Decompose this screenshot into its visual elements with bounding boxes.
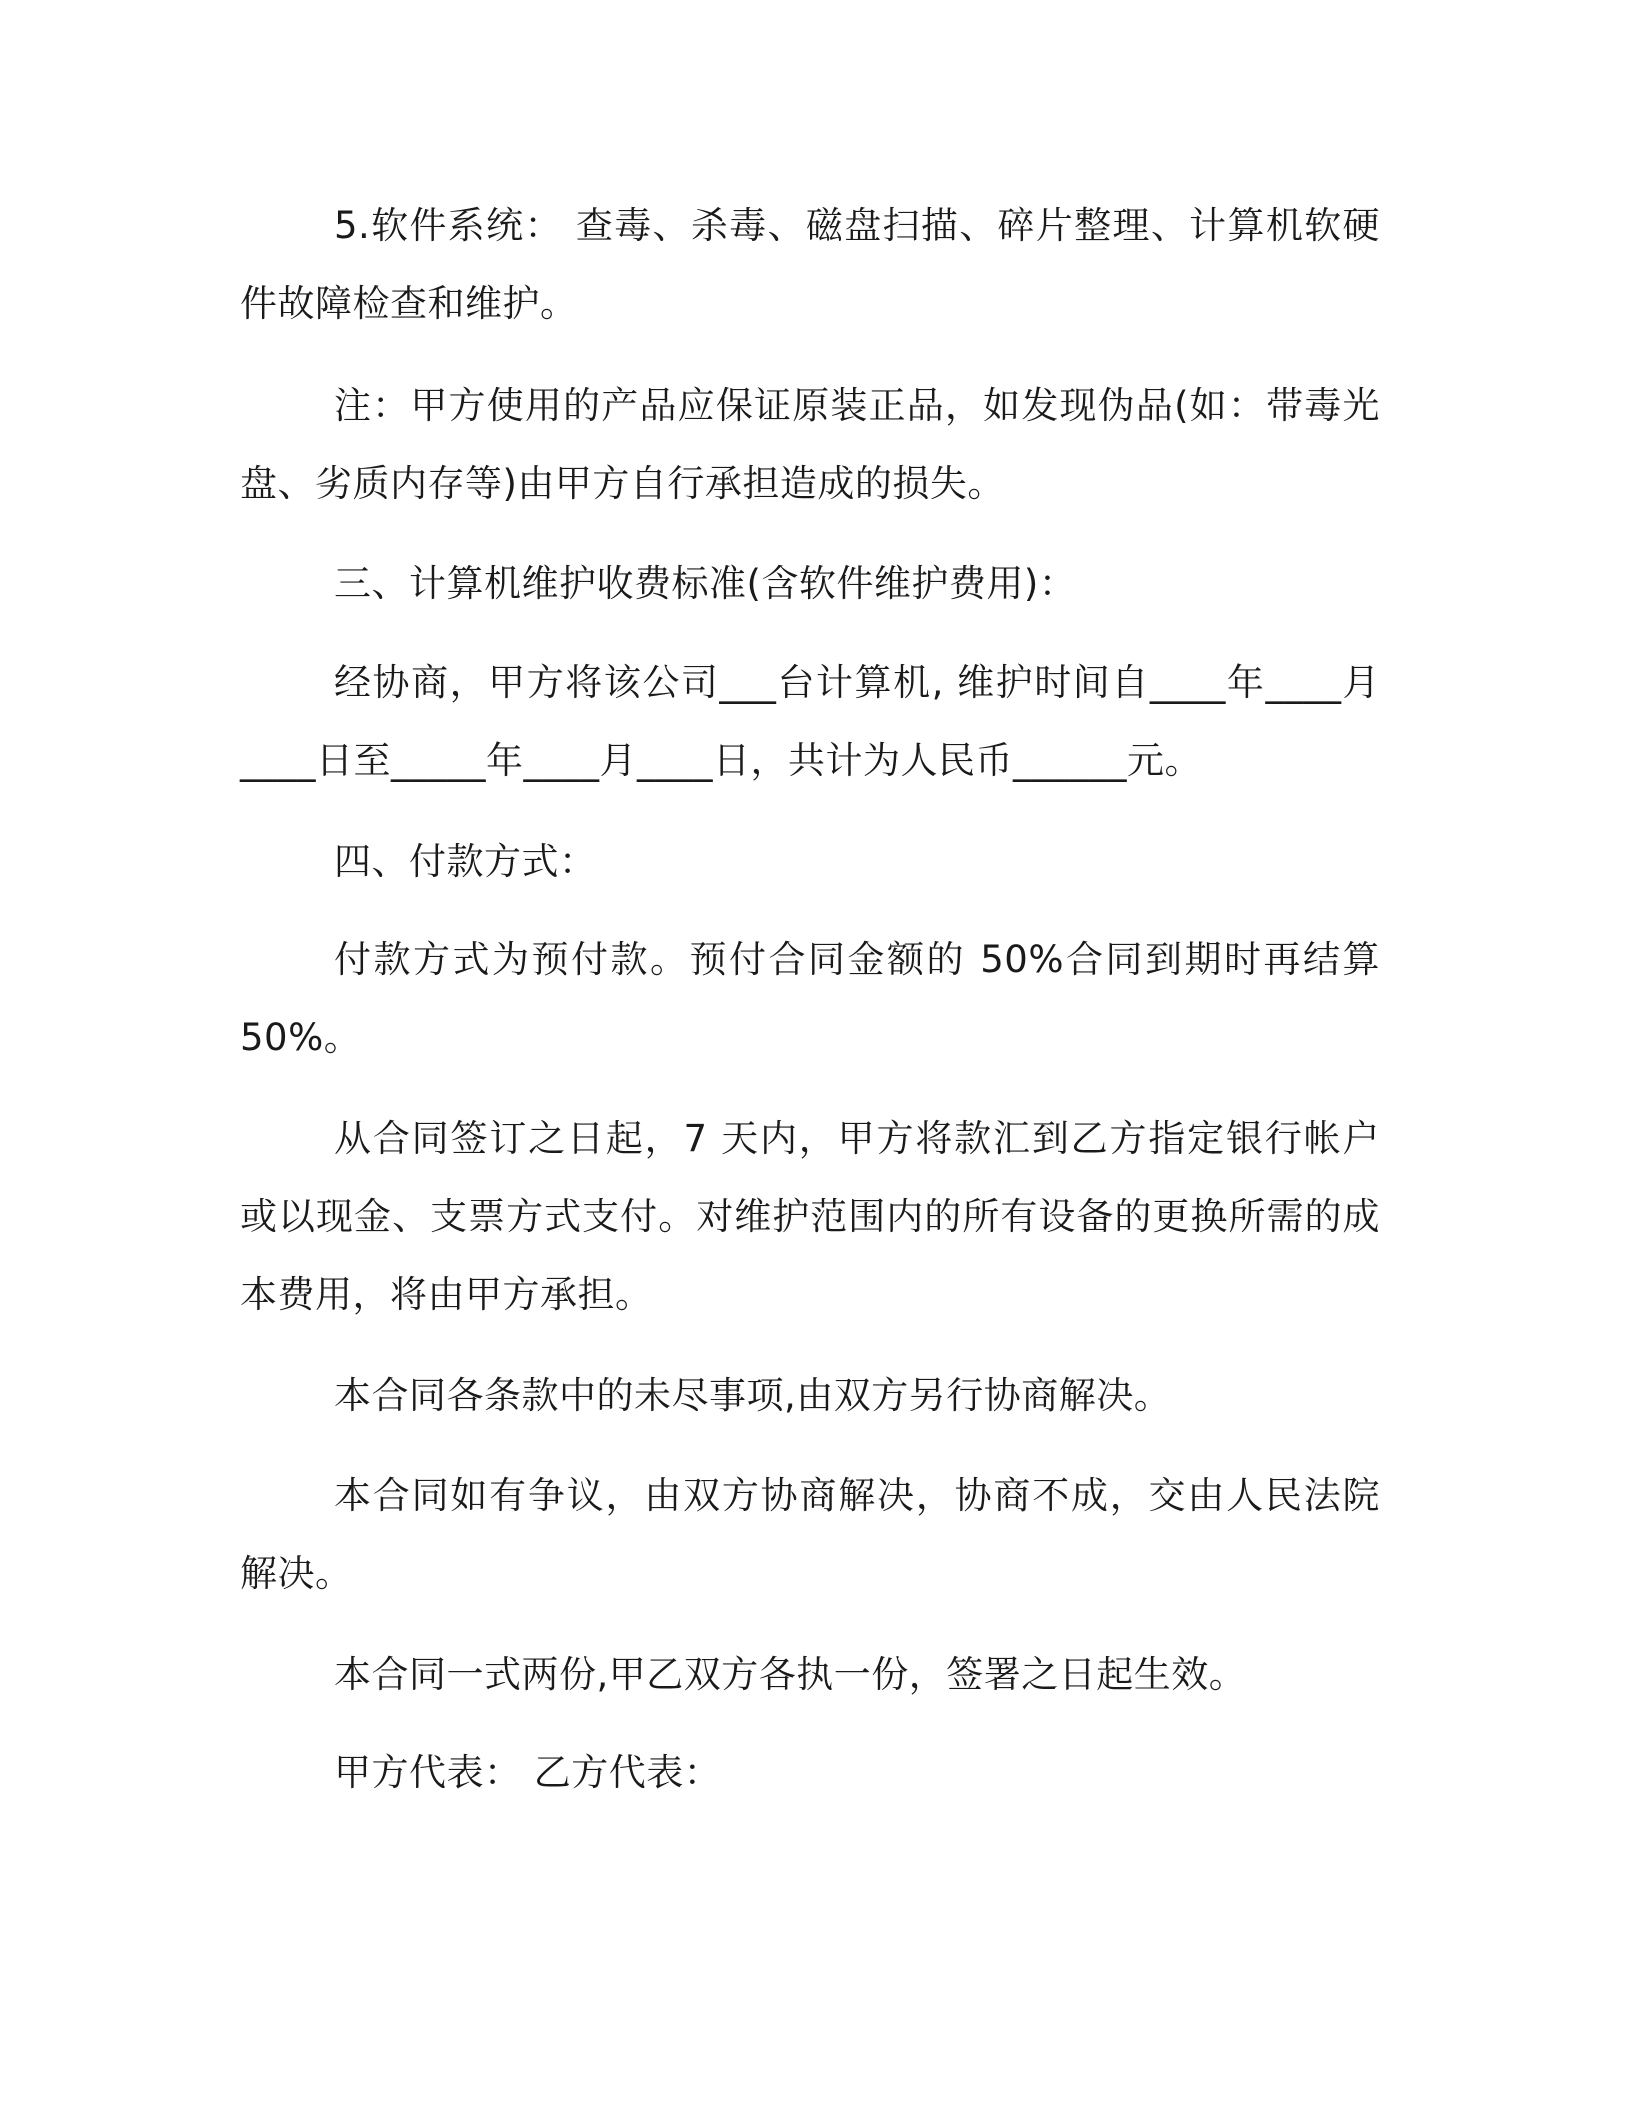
- signature-line: 甲方代表： 乙方代表：: [334, 1751, 722, 1794]
- section-heading-payment: 四、付款方式：: [334, 840, 597, 883]
- clause-unresolved-matters: 本合同各条款中的未尽事项,由双方另行协商解决。: [334, 1374, 1172, 1417]
- clause-prepayment: 付款方式为预付款。预付合同金额的 50%合同到期时再结算 50%。: [240, 938, 1380, 1059]
- note-genuine-products: 注：甲方使用的产品应保证原装正品，如发现伪品(如：带毒光盘、劣质内存等)由甲方自行承担造成的损失。: [240, 384, 1380, 505]
- section-heading-fees: 三、计算机维护收费标准(含软件维护费用)：: [334, 562, 1077, 605]
- clause-disputes: 本合同如有争议，由双方协商解决，协商不成，交由人民法院解决。: [240, 1474, 1380, 1595]
- clause-fee-terms: 经协商，甲方将该公司___台计算机, 维护时间自____年____月____日至_____年____月____日，共计为人民币______元。: [240, 661, 1380, 782]
- clause-software-system: 5.软件系统： 查毒、杀毒、磁盘扫描、碎片整理、计算机软硬件故障检查和维护。: [240, 204, 1380, 325]
- clause-payment-deadline: 从合同签订之日起，7 天内，甲方将款汇到乙方指定银行帐户或以现金、支票方式支付。对维护范围内的所有设备的更换所需的成本费用，将由甲方承担。: [240, 1117, 1380, 1316]
- clause-copies-effective: 本合同一式两份,甲乙双方各执一份，签署之日起生效。: [334, 1653, 1247, 1696]
